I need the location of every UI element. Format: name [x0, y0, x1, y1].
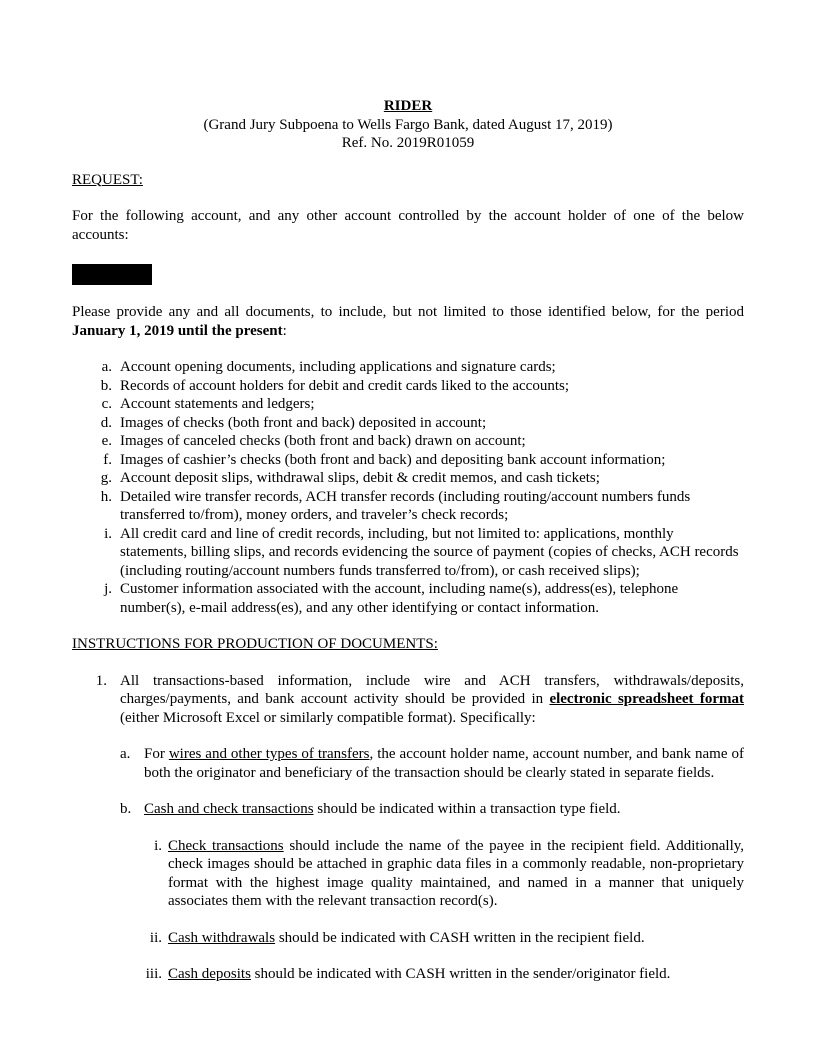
request-heading: REQUEST: [72, 171, 143, 188]
list-marker: b. [100, 377, 112, 394]
list-item [72, 451, 744, 470]
instruction-text: should be indicated within a transaction type field. [313, 801, 621, 817]
instruction-text: should include the name of the payee in the recipient field. Additionally, check images should be attached in graphic data files in a commonly readable, non-proprietary format with the highest image quality maintained, and named in a manner that uniquely associates them with the relevant transaction record(s). [168, 837, 745, 909]
list-marker: f. [103, 451, 112, 468]
list-marker: g. [100, 470, 112, 486]
list-item-text: Images of cashier’s checks (both front and back) and depositing bank account information; [120, 451, 666, 468]
list-marker: 1. [95, 672, 107, 689]
instruction-text: All transactions-based information, include wire and ACH transfers, withdrawals/deposits, charges/payments, and bank account activity should be provided in [120, 672, 744, 707]
instruction-text: should be indicated with CASH written in the recipient field. [275, 929, 645, 946]
list-item-text: Customer information associated with the account, including name(s), address(es), telephone number(s), e-mail address(es), and any other identifying or contact information. [120, 581, 679, 616]
period-end: : [282, 322, 287, 339]
instruction-roman-ii [72, 929, 744, 948]
period-text: Please provide any and all documents, to include, but not limited to those identified below, for the period [72, 304, 744, 320]
instruction-underlined: Cash and check transactions [144, 801, 314, 817]
list-marker: ii. [149, 929, 162, 946]
reference-number: Ref. No. 2019R01059 [341, 135, 475, 151]
document-title: RIDER [383, 98, 433, 114]
instruction-text: For [144, 746, 169, 762]
instruction-text: (either Microsoft Excel or similarly compatible format). Specifically: [120, 709, 536, 726]
list-marker: h. [100, 488, 112, 505]
list-item [72, 580, 744, 617]
instruction-underlined: wires and other types of transfers [168, 746, 370, 762]
instruction-sub-b [72, 800, 744, 819]
list-item [72, 358, 744, 377]
list-item [72, 414, 744, 433]
instruction-underlined: Check transactions [168, 837, 284, 854]
list-marker: c. [101, 396, 112, 412]
list-marker: a. [101, 359, 112, 375]
list-marker: j. [104, 581, 112, 597]
list-item [72, 525, 744, 581]
instruction-roman-i [72, 837, 744, 911]
list-item-text: Account deposit slips, withdrawal slips, debit & credit memos, and cash tickets; [120, 470, 600, 486]
instruction-text: , the account holder name, account number, and bank name of both the originator and beneficiary of the transaction should be clearly stated in separate fields. [144, 746, 744, 781]
list-marker: i. [104, 525, 112, 542]
period-dates: January 1, 2019 until the present [72, 322, 283, 339]
list-item-text: Images of canceled checks (both front and back) drawn on account; [120, 433, 526, 449]
list-marker: d. [100, 414, 112, 431]
list-item [72, 395, 744, 414]
request-items-list [72, 358, 744, 617]
redacted-account-block [72, 264, 152, 285]
instructions-heading: INSTRUCTIONS FOR PRODUCTION OF DOCUMENTS: [72, 636, 438, 652]
list-item-text: Account statements and ledgers; [120, 396, 315, 412]
list-item [72, 488, 744, 525]
list-marker: b. [120, 801, 132, 817]
instruction-underlined: Cash withdrawals [168, 929, 276, 946]
request-period [72, 303, 744, 340]
instruction-text: should be indicated with CASH written in the sender/originator field. [250, 966, 671, 982]
list-item [72, 469, 744, 488]
list-item-text: Detailed wire transfer records, ACH transfer records (including routing/account numbers funds transferred to/from), money orders, and traveler’s check records; [120, 488, 691, 523]
list-marker: iii. [145, 966, 162, 982]
document-page [72, 97, 744, 984]
instruction-item-1 [72, 672, 744, 728]
list-item-text: Account opening documents, including applications and signature cards; [120, 359, 556, 375]
list-item-text: All credit card and line of credit records, including, but not limited to: applications, monthly statements, billing slips, and records evidencing the source of payment (copies of checks, ACH records (including routing/account numbers funds transferred to/from), or cash received slips); [120, 525, 739, 579]
list-marker: a. [120, 746, 131, 762]
document-subtitle: (Grand Jury Subpoena to Wells Fargo Bank, dated August 17, 2019) [203, 116, 613, 133]
list-item-text: Images of checks (both front and back) deposited in account; [120, 414, 487, 431]
list-marker: i. [154, 837, 162, 854]
list-item-text: Records of account holders for debit and credit cards liked to the accounts; [120, 377, 570, 394]
instruction-underlined: Cash deposits [168, 966, 251, 982]
instruction-emphasis: electronic spreadsheet format [549, 691, 744, 707]
instruction-sub-a [72, 745, 744, 782]
list-item [72, 432, 744, 451]
instruction-roman-iii [72, 965, 744, 984]
list-marker: e. [101, 433, 112, 449]
request-intro: For the following account, and any other account controlled by the account holder of one of the below accounts: [72, 208, 744, 243]
list-item [72, 377, 744, 396]
